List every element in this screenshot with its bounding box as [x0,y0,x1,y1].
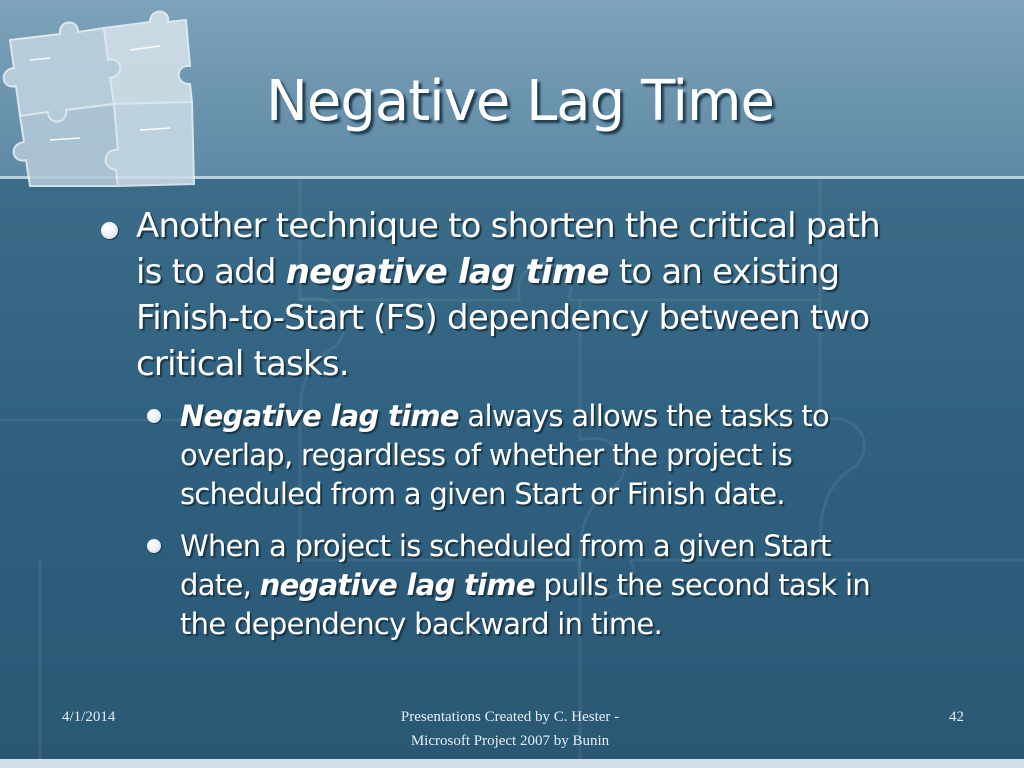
bullet-dot-icon [101,222,118,239]
slide-number: 42 [949,709,964,725]
bullet-text: to an existing Finish-to-Start (FS) dependency between two critical tasks. [136,252,870,384]
bullet-dot-icon [147,539,161,553]
bullet-level-2 [180,527,910,644]
bullet-emphasis: Negative lag time [180,399,459,433]
bullet-level-1 [136,203,906,387]
footer-credit-line-1: Presentations Created by C. Hester - [400,709,620,725]
bullet-level-2 [180,397,940,514]
footer-date: 4/1/2014 [62,709,116,725]
footer-credit-line-2: Microsoft Project 2007 by Bunin [410,733,610,749]
bullet-text: always allows the tasks to overlap, regardless of whether the project is scheduled from a given Start or Finish date. [180,399,829,511]
bullet-text: Another technique to shorten the critical path is to add [136,206,880,292]
bullet-text: When a project is scheduled from a given Start date, [180,529,831,602]
slide-title: Negative Lag Time [265,69,775,134]
bullet-text: pulls the second task in the dependency backward in time. [180,568,871,641]
bullet-dot-icon [147,409,161,423]
footer-credit [352,705,668,753]
bullet-emphasis: negative lag time [259,568,535,602]
bullet-emphasis: negative lag time [285,252,609,292]
